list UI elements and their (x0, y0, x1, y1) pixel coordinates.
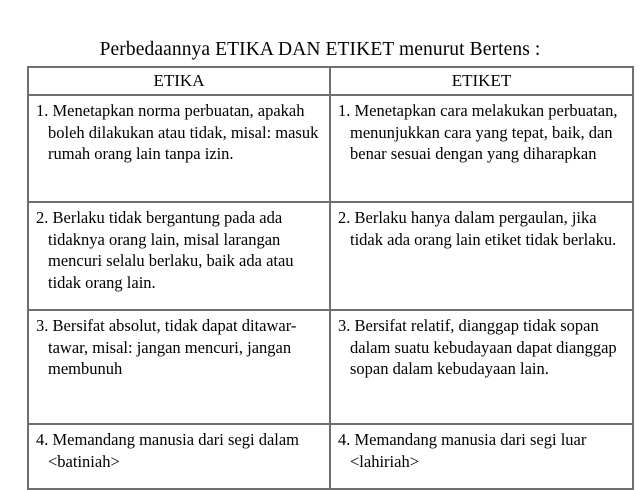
etika-cell (28, 202, 330, 310)
etiket-cell (330, 424, 633, 489)
etiket-text: 4. Memandang manusia dari segi luar <lahiriah> (338, 430, 587, 471)
etiket-text: 2. Berlaku hanya dalam pergaulan, jika tidak ada orang lain etiket tidak berlaku. (338, 208, 617, 249)
page-title: Perbedaannya ETIKA DAN ETIKET menurut Bertens : (99, 39, 541, 60)
table-row (28, 202, 633, 310)
etika-text: 2. Berlaku tidak bergantung pada ada tidaknya orang lain, misal larangan mencuri selalu berlaku, baik ada atau tidak orang lain. (36, 208, 294, 292)
etika-cell (28, 424, 330, 489)
table-row (28, 424, 633, 489)
table-row (28, 95, 633, 202)
etika-cell (28, 310, 330, 424)
etika-cell (28, 95, 330, 202)
comparison-table (27, 66, 634, 490)
table-row (28, 310, 633, 424)
etiket-text: 3. Bersifat relatif, dianggap tidak sopan dalam suatu kebudayaan dapat dianggap sopan dalam kebudayaan lain. (338, 316, 617, 378)
etika-text: 1. Menetapkan norma perbuatan, apakah boleh dilakukan atau tidak, misal: masuk rumah orang lain tanpa izin. (36, 101, 319, 163)
etiket-cell (330, 202, 633, 310)
etika-text: 4. Memandang manusia dari segi dalam <batiniah> (36, 430, 300, 471)
table-header-row (28, 67, 633, 95)
etiket-cell (330, 95, 633, 202)
header-etiket: ETIKET (330, 67, 633, 95)
etiket-cell (330, 310, 633, 424)
etika-text: 3. Bersifat absolut, tidak dapat ditawar-tawar, misal: jangan mencuri, jangan membunuh (36, 316, 297, 378)
etiket-text: 1. Menetapkan cara melakukan perbuatan, menunjukkan cara yang tepat, baik, dan benar sesuai dengan yang diharapkan (338, 101, 618, 163)
header-etika: ETIKA (28, 67, 330, 95)
